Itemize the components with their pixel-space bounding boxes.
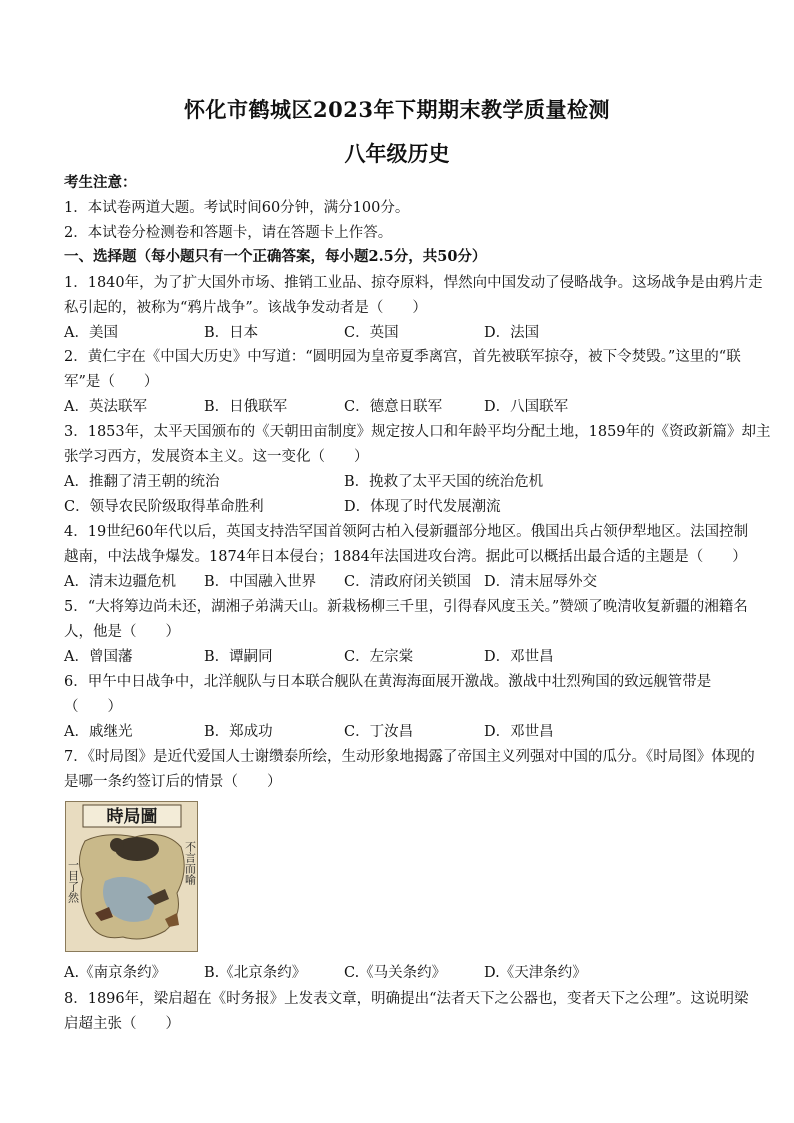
question-text: 4．19世纪60年代以后，英国支持浩罕国首领阿古柏入侵新疆部分地区。俄国出兵占领伊犁地区。法国控制 (64, 524, 749, 540)
option-d: D．清末屈辱外交 (484, 574, 598, 590)
option-a: A．戚继光 (64, 724, 133, 740)
option-a: A．推翻了清王朝的统治 (64, 474, 220, 490)
exam-title: 怀化市鹤城区2023年下期期末教学质量检测 (184, 97, 610, 122)
notice-heading: 考生注意： (64, 174, 137, 191)
question-text: 1．1840年，为了扩大国外市场、推销工业品、掠夺原料，悍然向中国发动了侵略战争。这场战争是由鸦片走 (64, 275, 763, 291)
question-text: 2．黄仁宇在《中国大历史》中写道：“圆明园为皇帝夏季离宫，首先被联军掠夺，被下令焚毁。”这里的“联 (64, 349, 741, 365)
option-row (64, 472, 734, 492)
option-d: D．法国 (484, 325, 540, 341)
question-text: 张学习西方，发展资本主义。这一变化（ ） (64, 449, 369, 465)
option-a: A．美国 (64, 325, 118, 341)
exam-subtitle: 八年级历史 (344, 141, 450, 166)
option-c: C.《马关条约》 (344, 965, 447, 981)
question-text: 军”是（ ） (64, 374, 159, 390)
shijutu-cartoon-image (65, 801, 198, 952)
option-b: B．挽救了太平天国的统治危机 (344, 474, 544, 490)
cartoon-left-text: 一目了然 (66, 859, 80, 903)
option-row (64, 722, 734, 742)
option-a: A．曾国藩 (64, 649, 133, 665)
option-a: A．清末边疆危机 (64, 574, 176, 590)
option-d: D．邓世昌 (484, 724, 554, 740)
question-text: 越南，中法战争爆发。1874年日本侵台；1884年法国进攻台湾。据此可以概括出最合适的主题是（ ） (64, 549, 747, 565)
option-b: B．郑成功 (204, 724, 273, 740)
option-row (64, 963, 734, 983)
option-b: B．日本 (204, 325, 259, 341)
option-c: C．左宗棠 (344, 649, 414, 665)
option-b: B.《北京条约》 (204, 965, 307, 981)
cartoon-right-text: 不言而喻 (183, 841, 197, 885)
option-d: D．八国联军 (484, 399, 569, 415)
option-c: C．丁汝昌 (344, 724, 414, 740)
question-text: 私引起的，被称为“鸦片战争”。该战争发动者是（ ） (64, 300, 427, 316)
question-text: 是哪一条约签订后的情景（ ） (64, 774, 282, 790)
option-d: D．邓世昌 (484, 649, 554, 665)
option-c: C．清政府闭关锁国 (344, 574, 472, 590)
question-text: 启超主张（ ） (64, 1016, 180, 1032)
option-a: A．英法联军 (64, 399, 147, 415)
option-c: C．领导农民阶级取得革命胜利 (64, 499, 264, 515)
option-a: A.《南京条约》 (64, 965, 167, 981)
question-text: 8．1896年，梁启超在《时务报》上发表文章，明确提出“法者天下之公器也，变者天下之公理”。这说明梁 (64, 991, 749, 1007)
option-row (64, 497, 734, 517)
option-b: B．谭嗣同 (204, 649, 273, 665)
option-row (64, 323, 734, 343)
option-row (64, 572, 734, 592)
option-b: B．中国融入世界 (204, 574, 317, 590)
section-heading: 一、选择题（每小题只有一个正确答案，每小题2.5分，共50分） (64, 248, 487, 265)
option-row (64, 647, 734, 667)
option-d: D．体现了时代发展潮流 (344, 499, 501, 515)
notice-item: 1．本试卷两道大题。考试时间60分钟，满分100分。 (64, 200, 410, 216)
question-text: 7．《时局图》是近代爱国人士谢缵泰所绘，生动形象地揭露了帝国主义列强对中国的瓜分。《时局图》体现的 (64, 749, 755, 765)
question-text: 5．“大将筹边尚未还，湖湘子弟满天山。新栽杨柳三千里，引得春风度玉关。”赞颂了晚清收复新疆的湘籍名 (64, 599, 748, 615)
option-b: B．日俄联军 (204, 399, 288, 415)
option-d: D.《天津条约》 (484, 965, 587, 981)
option-c: C．德意日联军 (344, 399, 443, 415)
notice-item: 2．本试卷分检测卷和答题卡，请在答题卡上作答。 (64, 225, 393, 241)
cartoon-title: 時局圖 (106, 807, 158, 827)
question-text: 3．1853年，太平天国颁布的《天朝田亩制度》规定按人口和年龄平均分配土地，1859年的《资政新篇》却主 (64, 424, 771, 440)
option-row (64, 397, 734, 417)
option-c: C．英国 (344, 325, 399, 341)
question-text: 人，他是（ ） (64, 624, 180, 640)
question-text: 6．甲午中日战争中，北洋舰队与日本联合舰队在黄海海面展开激战。激战中壮烈殉国的致远舰管带是 (64, 674, 712, 690)
question-text: （ ） (64, 699, 122, 715)
